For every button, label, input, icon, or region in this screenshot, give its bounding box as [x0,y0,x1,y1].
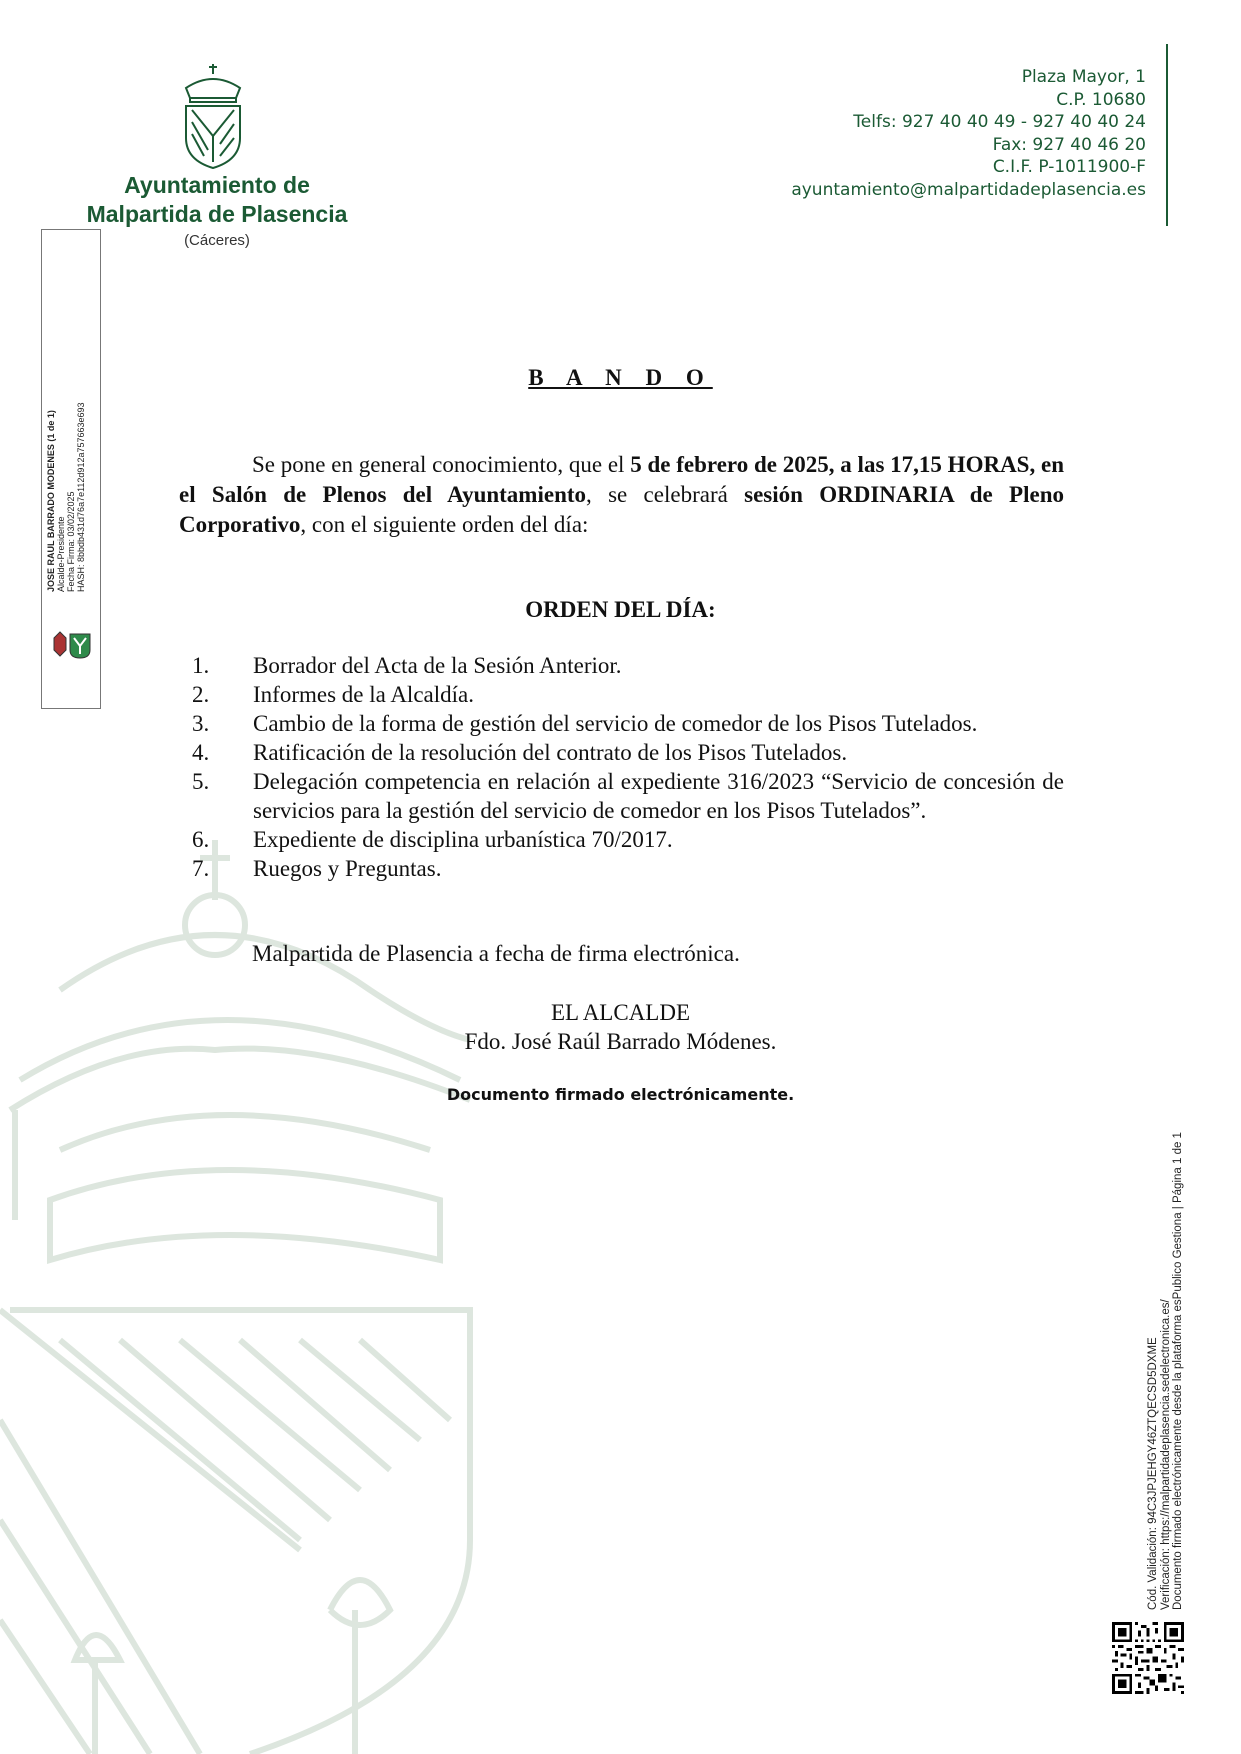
watermark-coat-of-arms [0,780,520,1754]
contact-email[interactable]: ayuntamiento@malpartidadeplasencia.es [791,179,1146,200]
validation-code: Cód. Validación: 94C3JPJEHGY46ZTQECSD5DXME [1147,1337,1159,1610]
signer-name: Fdo. José Raúl Barrado Módenes. [464,1029,777,1054]
place-date: Malpartida de Plasencia a fecha de firma electrónica. [252,941,740,966]
agenda-item: 1. Borrador del Acta de la Sesión Anterior. [192,653,622,678]
intro-part-1: Se pone en general conocimiento, que el [252,452,631,477]
intro-part-2: 5 de febrero de 2025, a las 17,15 HORAS, en el Salón de Plenos del Ayuntamiento [179,452,1064,507]
agenda-item: 7. Ruegos y Preguntas. [192,856,442,881]
contact-block [791,66,1146,202]
verification-text [1147,1132,1185,1610]
platform-note: Documento firmado electrónicamente desde la plataforma esPublico Gestiona | Página 1 de 1 [1172,1132,1184,1610]
stamp-role: Alcalde-Presidente [56,516,66,592]
stamp-hash: HASH: 8bbdb431d76a7e112d912a757663e693 [76,402,86,592]
stamp-date: Fecha Firma: 03/02/2025 [66,491,76,592]
contact-fax: Fax: 927 40 46 20 [992,134,1146,155]
municipal-coat-of-arms-logo [178,62,248,172]
intro-part-4: sesión ORDINARIA de Pleno Corporativo [179,482,1064,537]
signer-role: EL ALCALDE [550,1000,691,1025]
header-divider [1166,44,1168,226]
contact-address: Plaza Mayor, 1 [1021,67,1146,87]
signature-stamp [41,229,101,709]
agenda-list [192,651,1064,883]
org-province: (Cáceres) [184,232,250,249]
electronic-signature-note: Documento firmado electrónicamente. [446,1085,795,1104]
contact-phones: Telfs: 927 40 40 49 - 927 40 40 24 [853,112,1146,133]
org-name-line2: Malpartida de Plasencia [86,201,348,227]
signature-block [0,998,1241,1056]
intro-paragraph [179,450,1064,540]
signature-stamp-text [46,402,86,592]
intro-part-3: , se celebrará [586,482,745,507]
verification-url[interactable]: Verificación: https://malpartidadeplasencia.sedelectronica.es/ [1159,1299,1172,1610]
agenda-item: 5. Delegación competencia en relación al expediente 316/2023 “Servicio de concesión de servicios para la gestión del servicio de comedor en los Pisos Tutelados”. [192,769,1064,823]
contact-postal-code: C.P. 10680 [1056,89,1146,110]
agenda-item: 3. Cambio de la forma de gestión del servicio de comedor de los Pisos Tutelados. [192,711,978,736]
qr-code-icon[interactable] [1112,1622,1184,1694]
agenda-item: 2. Informes de la Alcaldía. [192,682,474,707]
document-title: B A N D O [528,365,713,390]
intro-part-5: , con el siguiente orden del día: [300,512,589,537]
stamp-logos-icon [50,628,94,660]
org-name-line1: Ayuntamiento de [124,172,310,198]
stamp-signer: JOSE RAUL BARRADO MODENES (1 de 1) [46,410,56,592]
agenda-item: 6. Expediente de disciplina urbanística 70/2017. [192,827,673,852]
agenda-heading: ORDEN DEL DÍA: [525,597,716,622]
agenda-item: 4. Ratificación de la resolución del contrato de los Pisos Tutelados. [192,740,848,765]
contact-cif: C.I.F. P-1011900-F [992,157,1146,178]
